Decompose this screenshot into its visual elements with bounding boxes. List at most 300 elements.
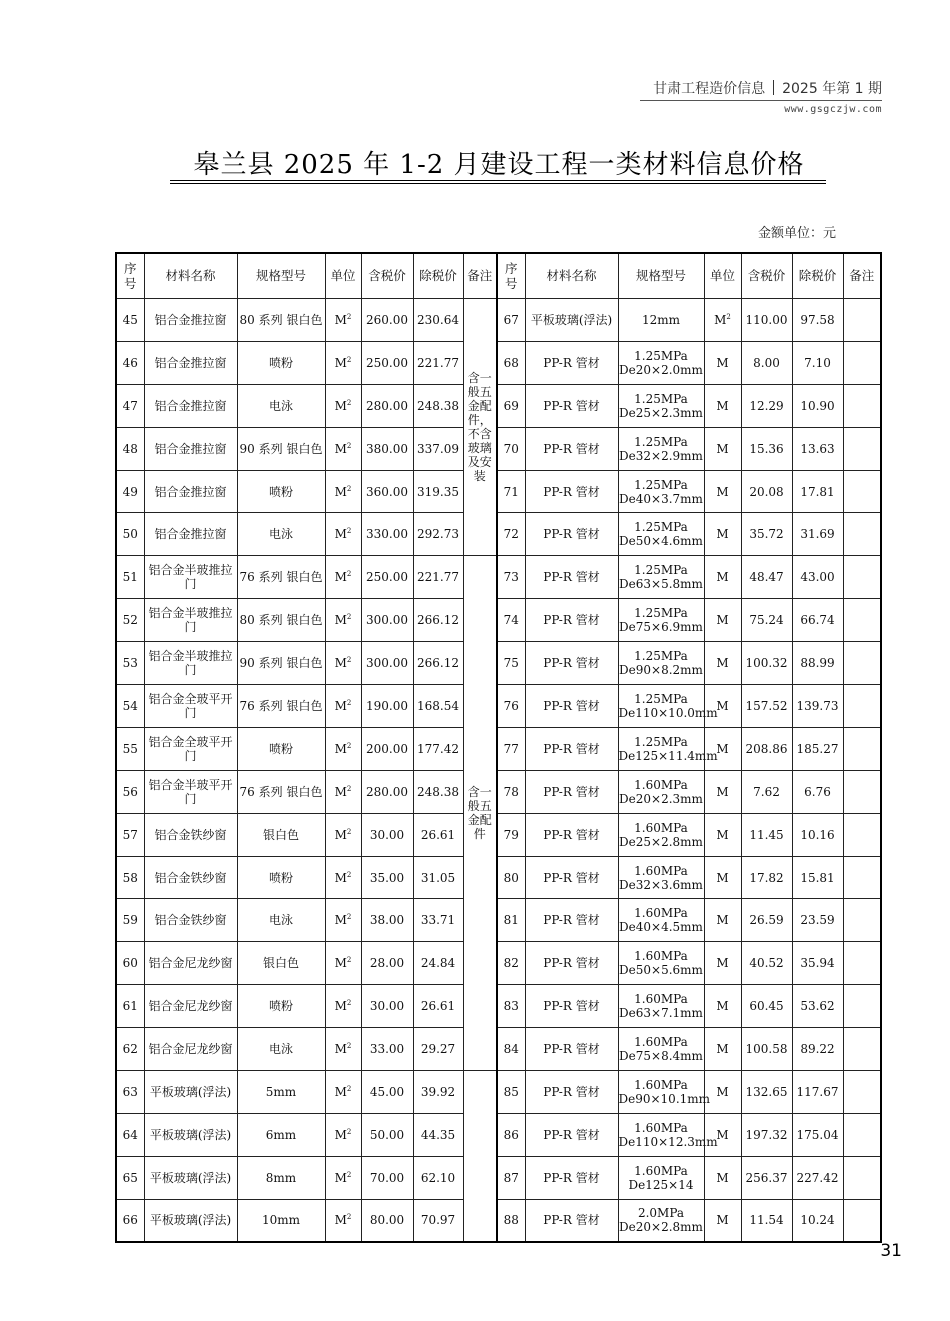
material-spec bbox=[618, 470, 704, 513]
unit-superscript: 2 bbox=[346, 398, 352, 407]
price-incl-tax: 300.00 bbox=[361, 642, 413, 685]
remark-cell bbox=[843, 685, 881, 728]
unit-superscript: 2 bbox=[346, 1213, 352, 1222]
row-number: 45 bbox=[116, 299, 144, 342]
unit-text: M bbox=[334, 398, 347, 413]
unit-text: M bbox=[334, 656, 347, 671]
price-excl-tax: 89.22 bbox=[792, 1028, 843, 1071]
material-name: 平板玻璃(浮法) bbox=[144, 1113, 237, 1156]
col-header-no-right-label: 序号 bbox=[504, 261, 518, 291]
price-excl-tax: 221.77 bbox=[413, 556, 463, 599]
material-name: PP-R 管材 bbox=[525, 899, 618, 942]
material-name: PP-R 管材 bbox=[525, 770, 618, 813]
price-incl-tax: 40.52 bbox=[741, 942, 792, 985]
material-unit bbox=[325, 427, 361, 470]
unit-text: M bbox=[716, 999, 729, 1014]
remark-cell bbox=[843, 299, 881, 342]
spec-dimension: De63×5.8mm bbox=[619, 577, 703, 592]
row-number: 88 bbox=[497, 1199, 525, 1242]
price-excl-tax: 292.73 bbox=[413, 513, 463, 556]
material-spec: 银白色 bbox=[237, 813, 325, 856]
material-spec: 10mm bbox=[237, 1199, 325, 1242]
col-header-price-tax-right: 含税价 bbox=[741, 253, 792, 299]
price-incl-tax: 200.00 bbox=[361, 727, 413, 770]
spec-pressure: 1.60MPa bbox=[634, 1163, 688, 1178]
price-incl-tax: 157.52 bbox=[741, 685, 792, 728]
unit-text: M bbox=[716, 1127, 729, 1142]
material-name: PP-R 管材 bbox=[525, 1028, 618, 1071]
row-number: 66 bbox=[116, 1199, 144, 1242]
price-excl-tax: 26.61 bbox=[413, 813, 463, 856]
spec-pressure: 1.60MPa bbox=[634, 1077, 688, 1092]
row-number: 61 bbox=[116, 985, 144, 1028]
remark-cell bbox=[843, 556, 881, 599]
material-unit bbox=[704, 1199, 741, 1242]
unit-text: M bbox=[716, 1042, 729, 1057]
material-spec bbox=[618, 685, 718, 728]
material-spec: 电泳 bbox=[237, 1028, 325, 1071]
material-spec: 电泳 bbox=[237, 384, 325, 427]
price-incl-tax: 380.00 bbox=[361, 427, 413, 470]
unit-superscript: 2 bbox=[346, 656, 352, 665]
material-name: 铝合金推拉窗 bbox=[144, 384, 237, 427]
price-incl-tax: 30.00 bbox=[361, 813, 413, 856]
price-excl-tax: 117.67 bbox=[792, 1071, 843, 1114]
table-row bbox=[116, 384, 881, 427]
price-excl-tax: 31.69 bbox=[792, 513, 843, 556]
col-header-spec: 规格型号 bbox=[237, 253, 325, 299]
col-header-price-net: 除税价 bbox=[413, 253, 463, 299]
price-incl-tax: 260.00 bbox=[361, 299, 413, 342]
unit-text: M bbox=[716, 527, 729, 542]
unit-text: M bbox=[716, 827, 729, 842]
price-excl-tax: 97.58 bbox=[792, 299, 843, 342]
page-title: 皋兰县 2025 年 1-2 月建设工程一类材料信息价格 bbox=[193, 150, 805, 180]
remark-cell bbox=[463, 1071, 497, 1243]
price-incl-tax: 330.00 bbox=[361, 513, 413, 556]
spec-dimension: De25×2.8mm bbox=[619, 834, 703, 849]
price-incl-tax: 75.24 bbox=[741, 599, 792, 642]
price-excl-tax: 24.84 bbox=[413, 942, 463, 985]
price-excl-tax: 230.64 bbox=[413, 299, 463, 342]
spec-dimension: De90×10.1mm bbox=[618, 1091, 711, 1106]
row-number: 74 bbox=[497, 599, 525, 642]
price-incl-tax: 100.32 bbox=[741, 642, 792, 685]
material-name: PP-R 管材 bbox=[525, 985, 618, 1028]
material-spec bbox=[618, 813, 704, 856]
header-rule bbox=[640, 100, 882, 101]
material-unit bbox=[704, 899, 741, 942]
price-excl-tax: 221.77 bbox=[413, 341, 463, 384]
row-number: 70 bbox=[497, 427, 525, 470]
remark-cell bbox=[843, 1156, 881, 1199]
row-number: 53 bbox=[116, 642, 144, 685]
remark-cell bbox=[843, 384, 881, 427]
material-name: PP-R 管材 bbox=[525, 470, 618, 513]
material-name: PP-R 管材 bbox=[525, 513, 618, 556]
material-name: 平板玻璃(浮法) bbox=[144, 1156, 237, 1199]
unit-text: M bbox=[714, 312, 727, 327]
material-unit bbox=[325, 513, 361, 556]
row-number: 67 bbox=[497, 299, 525, 342]
price-incl-tax: 250.00 bbox=[361, 341, 413, 384]
unit-superscript: 2 bbox=[346, 355, 352, 364]
table-row bbox=[116, 599, 881, 642]
spec-pressure: 1.60MPa bbox=[634, 1120, 688, 1135]
magazine-issue: 2025 年第 1 期 bbox=[782, 81, 882, 97]
spec-dimension: De40×4.5mm bbox=[619, 920, 703, 935]
material-unit bbox=[704, 856, 741, 899]
material-spec bbox=[618, 299, 704, 342]
material-name: 铝合金半玻平开门 bbox=[144, 770, 237, 813]
price-excl-tax: 10.90 bbox=[792, 384, 843, 427]
remark-cell bbox=[843, 470, 881, 513]
unit-text: M bbox=[334, 1084, 347, 1099]
remark-cell bbox=[843, 642, 881, 685]
row-number: 55 bbox=[116, 727, 144, 770]
remark-cell bbox=[843, 727, 881, 770]
row-number: 69 bbox=[497, 384, 525, 427]
material-unit bbox=[704, 942, 741, 985]
price-excl-tax: 70.97 bbox=[413, 1199, 463, 1242]
unit-superscript: 2 bbox=[346, 613, 352, 622]
row-number: 81 bbox=[497, 899, 525, 942]
material-spec bbox=[618, 1199, 704, 1242]
price-excl-tax: 227.42 bbox=[792, 1156, 843, 1199]
unit-text: M bbox=[716, 484, 729, 499]
material-name: 铝合金推拉窗 bbox=[144, 513, 237, 556]
unit-text: M bbox=[334, 784, 347, 799]
magazine-url: www.gsgczjw.com bbox=[784, 104, 882, 115]
spec-pressure: 1.60MPa bbox=[634, 863, 688, 878]
material-spec bbox=[618, 642, 704, 685]
material-name: PP-R 管材 bbox=[525, 942, 618, 985]
price-incl-tax: 80.00 bbox=[361, 1199, 413, 1242]
price-excl-tax: 175.04 bbox=[792, 1113, 843, 1156]
row-number: 49 bbox=[116, 470, 144, 513]
table-row bbox=[116, 470, 881, 513]
remark-cell: 含一般五金配件 bbox=[463, 556, 497, 1071]
row-number: 68 bbox=[497, 341, 525, 384]
unit-superscript: 2 bbox=[346, 827, 352, 836]
material-name: PP-R 管材 bbox=[525, 556, 618, 599]
spec-dimension: De25×2.3mm bbox=[619, 405, 703, 420]
row-number: 56 bbox=[116, 770, 144, 813]
table-row bbox=[116, 556, 881, 599]
col-header-remark-right: 备注 bbox=[843, 253, 881, 299]
price-incl-tax: 256.37 bbox=[741, 1156, 792, 1199]
material-name: PP-R 管材 bbox=[525, 727, 618, 770]
price-excl-tax: 6.76 bbox=[792, 770, 843, 813]
row-number: 79 bbox=[497, 813, 525, 856]
material-unit bbox=[325, 642, 361, 685]
price-incl-tax: 208.86 bbox=[741, 727, 792, 770]
table-row bbox=[116, 856, 881, 899]
material-unit bbox=[325, 384, 361, 427]
price-incl-tax: 132.65 bbox=[741, 1071, 792, 1114]
table-row bbox=[116, 341, 881, 384]
spec-pressure: 1.60MPa bbox=[634, 777, 688, 792]
price-excl-tax: 10.24 bbox=[792, 1199, 843, 1242]
price-excl-tax: 185.27 bbox=[792, 727, 843, 770]
price-excl-tax: 62.10 bbox=[413, 1156, 463, 1199]
material-spec: 76 系列 银白色 bbox=[237, 770, 325, 813]
spec-pressure: 1.25MPa bbox=[634, 348, 688, 363]
title-underline-thin bbox=[170, 183, 826, 184]
material-name: 铝合金全玻平开门 bbox=[144, 727, 237, 770]
price-incl-tax: 7.62 bbox=[741, 770, 792, 813]
row-number: 65 bbox=[116, 1156, 144, 1199]
unit-superscript: 2 bbox=[346, 312, 352, 321]
price-excl-tax: 31.05 bbox=[413, 856, 463, 899]
material-spec bbox=[618, 1071, 711, 1114]
price-excl-tax: 15.81 bbox=[792, 856, 843, 899]
price-excl-tax: 88.99 bbox=[792, 642, 843, 685]
material-unit bbox=[704, 513, 741, 556]
price-incl-tax: 60.45 bbox=[741, 985, 792, 1028]
unit-superscript: 2 bbox=[346, 441, 352, 450]
col-header-price-tax: 含税价 bbox=[361, 253, 413, 299]
material-name: PP-R 管材 bbox=[525, 856, 618, 899]
material-unit bbox=[325, 1028, 361, 1071]
remark-cell bbox=[843, 599, 881, 642]
col-header-no-label: 序号 bbox=[123, 261, 137, 291]
material-name: PP-R 管材 bbox=[525, 1071, 618, 1114]
material-unit bbox=[325, 985, 361, 1028]
row-number: 54 bbox=[116, 685, 144, 728]
unit-superscript: 2 bbox=[346, 999, 352, 1008]
price-excl-tax: 26.61 bbox=[413, 985, 463, 1028]
spec-pressure: 1.25MPa bbox=[634, 606, 688, 621]
magazine-header bbox=[653, 78, 882, 98]
material-name: 铝合金推拉窗 bbox=[144, 299, 237, 342]
price-incl-tax: 8.00 bbox=[741, 341, 792, 384]
material-spec: 76 系列 银白色 bbox=[237, 556, 325, 599]
table-row bbox=[116, 513, 881, 556]
spec-pressure: 1.25MPa bbox=[634, 391, 688, 406]
material-spec: 银白色 bbox=[237, 942, 325, 985]
spec-dimension: De40×3.7mm bbox=[619, 491, 703, 506]
unit-superscript: 2 bbox=[346, 698, 352, 707]
material-spec: 90 系列 银白色 bbox=[237, 642, 325, 685]
material-spec: 6mm bbox=[237, 1113, 325, 1156]
unit-superscript: 2 bbox=[346, 484, 352, 493]
row-number: 85 bbox=[497, 1071, 525, 1114]
material-unit bbox=[325, 470, 361, 513]
unit-superscript: 2 bbox=[346, 1170, 352, 1179]
unit-superscript: 2 bbox=[346, 1084, 352, 1093]
material-unit bbox=[325, 942, 361, 985]
price-excl-tax: 66.74 bbox=[792, 599, 843, 642]
unit-superscript: 2 bbox=[346, 1042, 352, 1051]
material-unit bbox=[704, 556, 741, 599]
material-spec bbox=[618, 384, 704, 427]
spec-pressure: 1.25MPa bbox=[634, 734, 688, 749]
unit-text: M bbox=[334, 527, 347, 542]
unit-text: M bbox=[716, 656, 729, 671]
material-name: 铝合金铁纱窗 bbox=[144, 856, 237, 899]
table-row bbox=[116, 1113, 881, 1156]
magazine-brand: 甘肃工程造价信息 bbox=[653, 81, 766, 97]
row-number: 63 bbox=[116, 1071, 144, 1114]
material-unit bbox=[325, 599, 361, 642]
material-name: 铝合金推拉窗 bbox=[144, 427, 237, 470]
material-name: PP-R 管材 bbox=[525, 341, 618, 384]
price-incl-tax: 33.00 bbox=[361, 1028, 413, 1071]
table-row bbox=[116, 685, 881, 728]
row-number: 47 bbox=[116, 384, 144, 427]
material-spec: 8mm bbox=[237, 1156, 325, 1199]
price-excl-tax: 7.10 bbox=[792, 341, 843, 384]
material-name: PP-R 管材 bbox=[525, 1113, 618, 1156]
row-number: 48 bbox=[116, 427, 144, 470]
unit-text: M bbox=[334, 613, 347, 628]
row-number: 50 bbox=[116, 513, 144, 556]
price-incl-tax: 280.00 bbox=[361, 770, 413, 813]
material-unit bbox=[704, 427, 741, 470]
unit-text: M bbox=[334, 570, 347, 585]
price-excl-tax: 248.38 bbox=[413, 770, 463, 813]
material-spec bbox=[618, 341, 704, 384]
row-number: 57 bbox=[116, 813, 144, 856]
price-excl-tax: 10.16 bbox=[792, 813, 843, 856]
unit-superscript: 2 bbox=[346, 1127, 352, 1136]
material-unit bbox=[325, 813, 361, 856]
remark-cell bbox=[843, 856, 881, 899]
unit-text: M bbox=[334, 1170, 347, 1185]
row-number: 84 bbox=[497, 1028, 525, 1071]
unit-text: M bbox=[716, 741, 729, 756]
material-spec bbox=[618, 556, 704, 599]
material-spec bbox=[618, 899, 704, 942]
row-number: 64 bbox=[116, 1113, 144, 1156]
page-number: 31 bbox=[880, 1241, 902, 1261]
material-spec: 喷粉 bbox=[237, 985, 325, 1028]
spec-dimension: De20×2.3mm bbox=[619, 791, 703, 806]
table-row bbox=[116, 727, 881, 770]
price-incl-tax: 28.00 bbox=[361, 942, 413, 985]
price-excl-tax: 44.35 bbox=[413, 1113, 463, 1156]
material-unit bbox=[704, 813, 741, 856]
table-row bbox=[116, 1028, 881, 1071]
material-spec bbox=[618, 427, 704, 470]
material-spec: 喷粉 bbox=[237, 470, 325, 513]
material-unit bbox=[704, 642, 741, 685]
material-name: 铝合金推拉窗 bbox=[144, 470, 237, 513]
material-spec bbox=[618, 1113, 718, 1156]
material-spec: 喷粉 bbox=[237, 341, 325, 384]
unit-text: M bbox=[334, 484, 347, 499]
unit-text: M bbox=[334, 355, 347, 370]
col-header-unit: 单位 bbox=[325, 253, 361, 299]
remark-cell bbox=[843, 427, 881, 470]
price-incl-tax: 360.00 bbox=[361, 470, 413, 513]
price-incl-tax: 11.45 bbox=[741, 813, 792, 856]
material-name: 铝合金半玻推拉门 bbox=[144, 556, 237, 599]
remark-cell bbox=[843, 513, 881, 556]
unit-text: M bbox=[716, 355, 729, 370]
material-unit bbox=[704, 470, 741, 513]
remark-cell bbox=[843, 1071, 881, 1114]
material-name: PP-R 管材 bbox=[525, 1199, 618, 1242]
remark-cell bbox=[843, 813, 881, 856]
unit-text: M bbox=[334, 1127, 347, 1142]
col-header-no-right bbox=[497, 253, 525, 299]
material-unit bbox=[704, 1028, 741, 1071]
material-name: PP-R 管材 bbox=[525, 1156, 618, 1199]
price-incl-tax: 300.00 bbox=[361, 599, 413, 642]
price-excl-tax: 248.38 bbox=[413, 384, 463, 427]
material-unit bbox=[325, 556, 361, 599]
unit-superscript: 2 bbox=[346, 870, 352, 879]
price-incl-tax: 38.00 bbox=[361, 899, 413, 942]
price-incl-tax: 20.08 bbox=[741, 470, 792, 513]
spec-dimension: De20×2.0mm bbox=[619, 362, 703, 377]
material-unit bbox=[704, 985, 741, 1028]
remark-cell bbox=[843, 899, 881, 942]
price-excl-tax: 23.59 bbox=[792, 899, 843, 942]
material-unit bbox=[325, 1071, 361, 1114]
unit-text: M bbox=[334, 741, 347, 756]
unit-text: M bbox=[716, 1084, 729, 1099]
spec-pressure: 2.0MPa bbox=[637, 1206, 685, 1221]
material-spec: 喷粉 bbox=[237, 727, 325, 770]
unit-text: M bbox=[716, 398, 729, 413]
unit-text: M bbox=[334, 1213, 347, 1228]
material-spec bbox=[618, 985, 704, 1028]
spec-pressure: 1.60MPa bbox=[634, 949, 688, 964]
table-row bbox=[116, 427, 881, 470]
spec-pressure: 1.25MPa bbox=[634, 477, 688, 492]
price-excl-tax: 13.63 bbox=[792, 427, 843, 470]
material-name: 铝合金半玻推拉门 bbox=[144, 642, 237, 685]
spec-dimension: De63×7.1mm bbox=[619, 1006, 703, 1021]
unit-text: M bbox=[716, 698, 729, 713]
col-header-name: 材料名称 bbox=[144, 253, 237, 299]
price-excl-tax: 139.73 bbox=[792, 685, 843, 728]
row-number: 82 bbox=[497, 942, 525, 985]
price-incl-tax: 50.00 bbox=[361, 1113, 413, 1156]
unit-text: M bbox=[334, 827, 347, 842]
spec-pressure: 1.25MPa bbox=[634, 691, 688, 706]
material-name: PP-R 管材 bbox=[525, 813, 618, 856]
material-name: PP-R 管材 bbox=[525, 685, 618, 728]
price-excl-tax: 39.92 bbox=[413, 1071, 463, 1114]
row-number: 59 bbox=[116, 899, 144, 942]
row-number: 75 bbox=[497, 642, 525, 685]
price-excl-tax: 43.00 bbox=[792, 556, 843, 599]
row-number: 78 bbox=[497, 770, 525, 813]
price-incl-tax: 45.00 bbox=[361, 1071, 413, 1114]
material-unit bbox=[704, 1156, 741, 1199]
row-number: 77 bbox=[497, 727, 525, 770]
title-underline bbox=[170, 180, 826, 181]
material-spec: 76 系列 银白色 bbox=[237, 685, 325, 728]
material-spec: 80 系列 银白色 bbox=[237, 599, 325, 642]
spec-dimension: De50×4.6mm bbox=[619, 534, 703, 549]
spec-pressure: 1.25MPa bbox=[634, 520, 688, 535]
unit-superscript: 2 bbox=[346, 527, 352, 536]
currency-unit-note: 金额单位：元 bbox=[757, 226, 836, 241]
material-spec bbox=[618, 942, 704, 985]
table-body bbox=[116, 299, 881, 1243]
material-name: PP-R 管材 bbox=[525, 642, 618, 685]
material-name: 铝合金半玻推拉门 bbox=[144, 599, 237, 642]
col-header-spec-right: 规格型号 bbox=[618, 253, 704, 299]
material-unit bbox=[325, 1199, 361, 1242]
material-unit bbox=[325, 685, 361, 728]
unit-text: M bbox=[716, 913, 729, 928]
